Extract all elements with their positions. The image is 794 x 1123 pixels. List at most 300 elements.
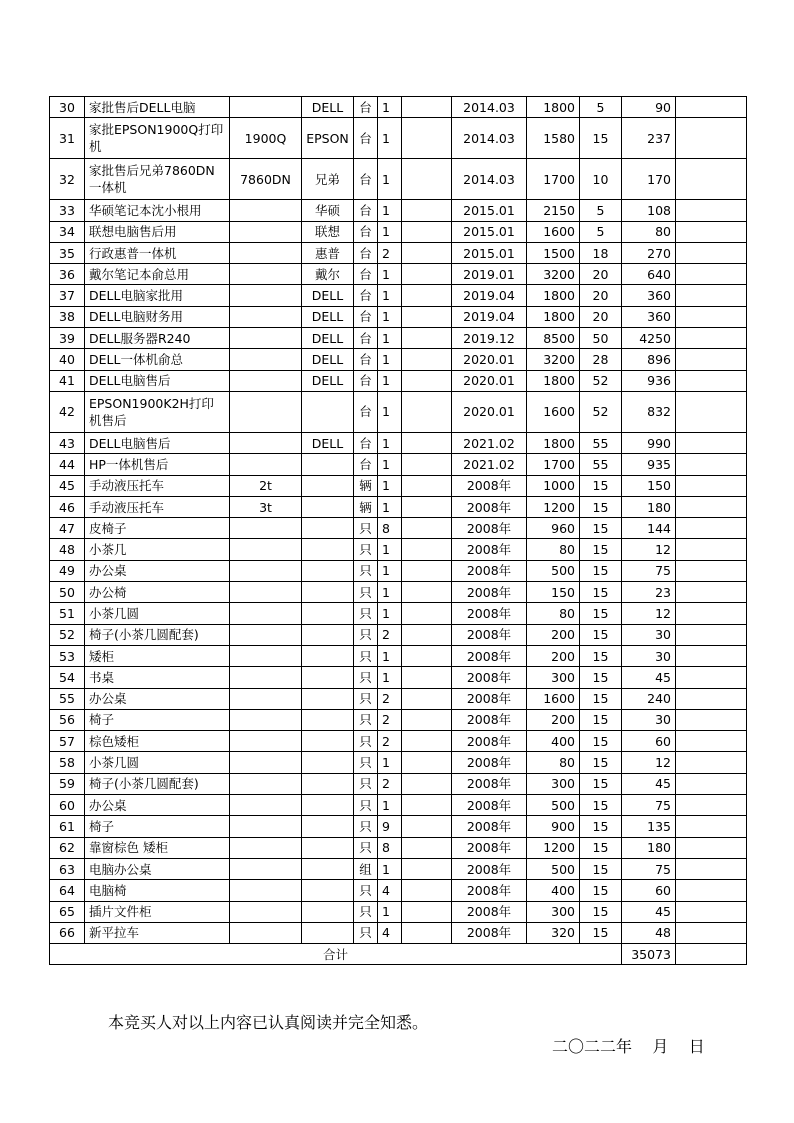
- item-date: 2014.03: [452, 118, 527, 159]
- item-value: 180: [622, 496, 676, 517]
- item-date: 2008年: [452, 816, 527, 837]
- item-years: 55: [580, 432, 622, 453]
- item-years: 5: [580, 221, 622, 242]
- item-quantity: 2: [378, 709, 402, 730]
- item-years: 15: [580, 922, 622, 943]
- table-row: [50, 539, 747, 560]
- item-model: [230, 582, 302, 603]
- item-years: 15: [580, 688, 622, 709]
- item-number: 53: [50, 645, 85, 666]
- item-number: 36: [50, 264, 85, 285]
- item-unit: 只: [354, 816, 378, 837]
- item-extra: [676, 709, 747, 730]
- item-price: 500: [527, 795, 580, 816]
- table-row: [50, 795, 747, 816]
- item-quantity: 1: [378, 118, 402, 159]
- item-extra: [676, 454, 747, 475]
- item-quantity: 1: [378, 645, 402, 666]
- item-name: 椅子: [85, 816, 230, 837]
- table-row: [50, 901, 747, 922]
- item-unit: 台: [354, 242, 378, 263]
- item-brand: [302, 795, 354, 816]
- item-price: 200: [527, 645, 580, 666]
- item-price: 1200: [527, 496, 580, 517]
- item-price: 400: [527, 731, 580, 752]
- item-years: 15: [580, 475, 622, 496]
- item-model: [230, 97, 302, 118]
- item-extra: [676, 582, 747, 603]
- item-number: 58: [50, 752, 85, 773]
- item-model: [230, 221, 302, 242]
- item-price: 960: [527, 518, 580, 539]
- item-date: 2008年: [452, 645, 527, 666]
- item-name: 电脑办公桌: [85, 858, 230, 879]
- item-number: 52: [50, 624, 85, 645]
- item-years: 15: [580, 496, 622, 517]
- item-price: 200: [527, 709, 580, 730]
- item-number: 50: [50, 582, 85, 603]
- item-brand: [302, 880, 354, 901]
- item-model: [230, 837, 302, 858]
- item-brand: [302, 837, 354, 858]
- item-date: 2020.01: [452, 370, 527, 391]
- item-extra: [676, 816, 747, 837]
- item-price: 300: [527, 667, 580, 688]
- item-name: 棕色矮柜: [85, 731, 230, 752]
- item-blank: [402, 752, 452, 773]
- item-name: 家批售后DELL电脑: [85, 97, 230, 118]
- item-name: 电脑椅: [85, 880, 230, 901]
- item-value: 75: [622, 560, 676, 581]
- item-model: 2t: [230, 475, 302, 496]
- item-date: 2008年: [452, 560, 527, 581]
- item-date: 2008年: [452, 773, 527, 794]
- item-price: 1800: [527, 285, 580, 306]
- item-extra: [676, 285, 747, 306]
- item-extra: [676, 645, 747, 666]
- item-unit: 只: [354, 709, 378, 730]
- item-value: 12: [622, 603, 676, 624]
- item-brand: DELL: [302, 97, 354, 118]
- table-row: [50, 518, 747, 539]
- item-name: 华硕笔记本沈小根用: [85, 200, 230, 221]
- item-years: 15: [580, 731, 622, 752]
- item-value: 12: [622, 752, 676, 773]
- item-blank: [402, 795, 452, 816]
- item-date: 2008年: [452, 752, 527, 773]
- item-extra: [676, 667, 747, 688]
- item-blank: [402, 264, 452, 285]
- item-value: 60: [622, 880, 676, 901]
- item-model: [230, 880, 302, 901]
- item-model: [230, 306, 302, 327]
- item-brand: 戴尔: [302, 264, 354, 285]
- item-quantity: 1: [378, 560, 402, 581]
- item-quantity: 1: [378, 496, 402, 517]
- item-quantity: 1: [378, 901, 402, 922]
- item-brand: [302, 518, 354, 539]
- item-unit: 台: [354, 328, 378, 349]
- item-brand: [302, 858, 354, 879]
- item-extra: [676, 795, 747, 816]
- item-name: 戴尔笔记本俞总用: [85, 264, 230, 285]
- item-value: 30: [622, 709, 676, 730]
- item-blank: [402, 285, 452, 306]
- item-name: EPSON1900K2H打印机售后: [85, 391, 230, 432]
- item-quantity: 1: [378, 159, 402, 200]
- item-value: 640: [622, 264, 676, 285]
- item-unit: 台: [354, 391, 378, 432]
- item-value: 936: [622, 370, 676, 391]
- item-price: 1000: [527, 475, 580, 496]
- item-brand: 华硕: [302, 200, 354, 221]
- item-price: 1800: [527, 370, 580, 391]
- item-quantity: 1: [378, 97, 402, 118]
- item-value: 48: [622, 922, 676, 943]
- item-price: 1580: [527, 118, 580, 159]
- table-row: [50, 560, 747, 581]
- item-extra: [676, 603, 747, 624]
- table-row: [50, 880, 747, 901]
- item-name: 椅子(小茶几圆配套): [85, 624, 230, 645]
- item-extra: [676, 496, 747, 517]
- item-date: 2021.02: [452, 432, 527, 453]
- item-value: 237: [622, 118, 676, 159]
- item-quantity: 1: [378, 603, 402, 624]
- item-unit: 只: [354, 837, 378, 858]
- item-number: 42: [50, 391, 85, 432]
- item-price: 300: [527, 901, 580, 922]
- item-extra: [676, 922, 747, 943]
- item-years: 15: [580, 582, 622, 603]
- acknowledgement-note: 本竞买人对以上内容已认真阅读并完全知悉。: [108, 1013, 429, 1032]
- item-brand: [302, 752, 354, 773]
- item-price: 2150: [527, 200, 580, 221]
- item-price: 1600: [527, 688, 580, 709]
- item-value: 30: [622, 645, 676, 666]
- item-price: 1800: [527, 306, 580, 327]
- table-row: [50, 306, 747, 327]
- item-blank: [402, 922, 452, 943]
- item-model: [230, 370, 302, 391]
- item-blank: [402, 391, 452, 432]
- item-brand: DELL: [302, 306, 354, 327]
- item-value: 150: [622, 475, 676, 496]
- item-price: 80: [527, 752, 580, 773]
- item-unit: 只: [354, 773, 378, 794]
- item-price: 200: [527, 624, 580, 645]
- item-number: 38: [50, 306, 85, 327]
- item-number: 40: [50, 349, 85, 370]
- item-quantity: 1: [378, 370, 402, 391]
- item-unit: 只: [354, 667, 378, 688]
- item-extra: [676, 688, 747, 709]
- item-model: [230, 773, 302, 794]
- item-value: 60: [622, 731, 676, 752]
- table-row: [50, 432, 747, 453]
- table-row: [50, 285, 747, 306]
- table-row: [50, 709, 747, 730]
- item-unit: 台: [354, 221, 378, 242]
- item-unit: 只: [354, 518, 378, 539]
- total-label: 合计: [50, 944, 622, 965]
- item-years: 15: [580, 645, 622, 666]
- item-quantity: 4: [378, 922, 402, 943]
- table-row: [50, 582, 747, 603]
- item-extra: [676, 731, 747, 752]
- item-blank: [402, 624, 452, 645]
- item-name: 办公桌: [85, 560, 230, 581]
- item-brand: DELL: [302, 349, 354, 370]
- item-price: 1500: [527, 242, 580, 263]
- item-unit: 只: [354, 560, 378, 581]
- item-price: 500: [527, 858, 580, 879]
- item-extra: [676, 118, 747, 159]
- item-quantity: 2: [378, 773, 402, 794]
- item-name: 办公椅: [85, 582, 230, 603]
- item-extra: [676, 624, 747, 645]
- item-price: 3200: [527, 264, 580, 285]
- item-date: 2021.02: [452, 454, 527, 475]
- item-value: 832: [622, 391, 676, 432]
- item-quantity: 2: [378, 242, 402, 263]
- item-value: 23: [622, 582, 676, 603]
- item-number: 55: [50, 688, 85, 709]
- item-brand: [302, 454, 354, 475]
- item-name: 家批EPSON1900Q打印机: [85, 118, 230, 159]
- item-quantity: 1: [378, 306, 402, 327]
- item-years: 15: [580, 901, 622, 922]
- item-value: 270: [622, 242, 676, 263]
- item-unit: 台: [354, 264, 378, 285]
- item-unit: 只: [354, 880, 378, 901]
- item-model: [230, 349, 302, 370]
- item-extra: [676, 880, 747, 901]
- item-unit: 台: [354, 370, 378, 391]
- item-name: 办公桌: [85, 795, 230, 816]
- item-number: 35: [50, 242, 85, 263]
- table-row: [50, 349, 747, 370]
- item-number: 62: [50, 837, 85, 858]
- item-quantity: 1: [378, 454, 402, 475]
- item-number: 61: [50, 816, 85, 837]
- item-extra: [676, 221, 747, 242]
- item-extra: [676, 306, 747, 327]
- item-unit: 只: [354, 688, 378, 709]
- item-years: 15: [580, 518, 622, 539]
- item-years: 52: [580, 391, 622, 432]
- item-model: [230, 391, 302, 432]
- table-row: [50, 667, 747, 688]
- item-value: 360: [622, 285, 676, 306]
- item-date: 2008年: [452, 624, 527, 645]
- item-unit: 只: [354, 645, 378, 666]
- table-row: [50, 773, 747, 794]
- item-extra: [676, 200, 747, 221]
- item-date: 2008年: [452, 880, 527, 901]
- item-extra: [676, 752, 747, 773]
- item-number: 46: [50, 496, 85, 517]
- item-unit: 只: [354, 901, 378, 922]
- item-name: 皮椅子: [85, 518, 230, 539]
- item-brand: [302, 539, 354, 560]
- item-blank: [402, 242, 452, 263]
- item-blank: [402, 560, 452, 581]
- item-model: [230, 603, 302, 624]
- item-brand: DELL: [302, 328, 354, 349]
- item-brand: [302, 731, 354, 752]
- item-name: 小茶几圆: [85, 752, 230, 773]
- item-extra: [676, 837, 747, 858]
- item-years: 20: [580, 285, 622, 306]
- item-price: 320: [527, 922, 580, 943]
- item-blank: [402, 518, 452, 539]
- table-row: [50, 816, 747, 837]
- item-name: DELL电脑财务用: [85, 306, 230, 327]
- item-blank: [402, 773, 452, 794]
- item-unit: 只: [354, 795, 378, 816]
- item-price: 3200: [527, 349, 580, 370]
- item-date: 2008年: [452, 688, 527, 709]
- item-quantity: 1: [378, 200, 402, 221]
- item-blank: [402, 306, 452, 327]
- item-unit: 台: [354, 306, 378, 327]
- item-name: 书桌: [85, 667, 230, 688]
- item-extra: [676, 391, 747, 432]
- item-unit: 台: [354, 285, 378, 306]
- item-name: DELL服务器R240: [85, 328, 230, 349]
- item-number: 66: [50, 922, 85, 943]
- item-name: HP一体机售后: [85, 454, 230, 475]
- table-row: [50, 242, 747, 263]
- item-date: 2008年: [452, 795, 527, 816]
- item-quantity: 1: [378, 221, 402, 242]
- item-model: 3t: [230, 496, 302, 517]
- item-blank: [402, 432, 452, 453]
- item-date: 2020.01: [452, 349, 527, 370]
- table-row: [50, 97, 747, 118]
- item-model: [230, 264, 302, 285]
- item-name: 椅子: [85, 709, 230, 730]
- table-row: [50, 454, 747, 475]
- item-number: 43: [50, 432, 85, 453]
- item-date: 2014.03: [452, 159, 527, 200]
- item-model: [230, 709, 302, 730]
- item-number: 45: [50, 475, 85, 496]
- item-unit: 辆: [354, 475, 378, 496]
- item-quantity: 8: [378, 518, 402, 539]
- item-unit: 台: [354, 118, 378, 159]
- item-blank: [402, 200, 452, 221]
- item-name: DELL一体机俞总: [85, 349, 230, 370]
- table-row: [50, 221, 747, 242]
- table-row: [50, 837, 747, 858]
- item-value: 30: [622, 624, 676, 645]
- item-value: 12: [622, 539, 676, 560]
- item-price: 80: [527, 539, 580, 560]
- item-price: 80: [527, 603, 580, 624]
- item-quantity: 2: [378, 624, 402, 645]
- item-name: 插片文件柜: [85, 901, 230, 922]
- item-unit: 台: [354, 349, 378, 370]
- item-value: 896: [622, 349, 676, 370]
- item-extra: [676, 560, 747, 581]
- item-blank: [402, 496, 452, 517]
- item-blank: [402, 159, 452, 200]
- item-date: 2008年: [452, 518, 527, 539]
- item-model: [230, 816, 302, 837]
- item-date: 2019.04: [452, 285, 527, 306]
- item-number: 64: [50, 880, 85, 901]
- item-years: 50: [580, 328, 622, 349]
- item-price: 1200: [527, 837, 580, 858]
- item-date: 2019.12: [452, 328, 527, 349]
- item-date: 2008年: [452, 582, 527, 603]
- item-brand: [302, 645, 354, 666]
- item-number: 41: [50, 370, 85, 391]
- item-extra: [676, 242, 747, 263]
- item-years: 20: [580, 306, 622, 327]
- item-number: 49: [50, 560, 85, 581]
- item-number: 54: [50, 667, 85, 688]
- item-years: 15: [580, 795, 622, 816]
- item-number: 65: [50, 901, 85, 922]
- item-value: 90: [622, 97, 676, 118]
- item-date: 2008年: [452, 539, 527, 560]
- item-quantity: 1: [378, 858, 402, 879]
- item-blank: [402, 901, 452, 922]
- item-years: 15: [580, 624, 622, 645]
- item-value: 45: [622, 773, 676, 794]
- item-price: 400: [527, 880, 580, 901]
- table-row: [50, 391, 747, 432]
- item-years: 28: [580, 349, 622, 370]
- item-extra: [676, 901, 747, 922]
- item-unit: 台: [354, 97, 378, 118]
- item-years: 15: [580, 858, 622, 879]
- item-quantity: 1: [378, 285, 402, 306]
- item-number: 30: [50, 97, 85, 118]
- item-model: [230, 624, 302, 645]
- item-date: 2008年: [452, 731, 527, 752]
- item-years: 5: [580, 97, 622, 118]
- item-brand: [302, 922, 354, 943]
- item-value: 935: [622, 454, 676, 475]
- item-extra: [676, 539, 747, 560]
- item-years: 20: [580, 264, 622, 285]
- item-blank: [402, 328, 452, 349]
- item-extra: [676, 349, 747, 370]
- item-years: 15: [580, 667, 622, 688]
- item-value: 45: [622, 667, 676, 688]
- item-model: 1900Q: [230, 118, 302, 159]
- item-value: 80: [622, 221, 676, 242]
- table-row: [50, 752, 747, 773]
- item-brand: [302, 560, 354, 581]
- item-unit: 只: [354, 582, 378, 603]
- item-blank: [402, 97, 452, 118]
- table-row: [50, 264, 747, 285]
- item-date: 2008年: [452, 475, 527, 496]
- item-model: [230, 242, 302, 263]
- item-number: 34: [50, 221, 85, 242]
- item-brand: 惠普: [302, 242, 354, 263]
- item-date: 2014.03: [452, 97, 527, 118]
- item-quantity: 1: [378, 752, 402, 773]
- item-date: 2008年: [452, 667, 527, 688]
- item-years: 55: [580, 454, 622, 475]
- item-price: 1800: [527, 97, 580, 118]
